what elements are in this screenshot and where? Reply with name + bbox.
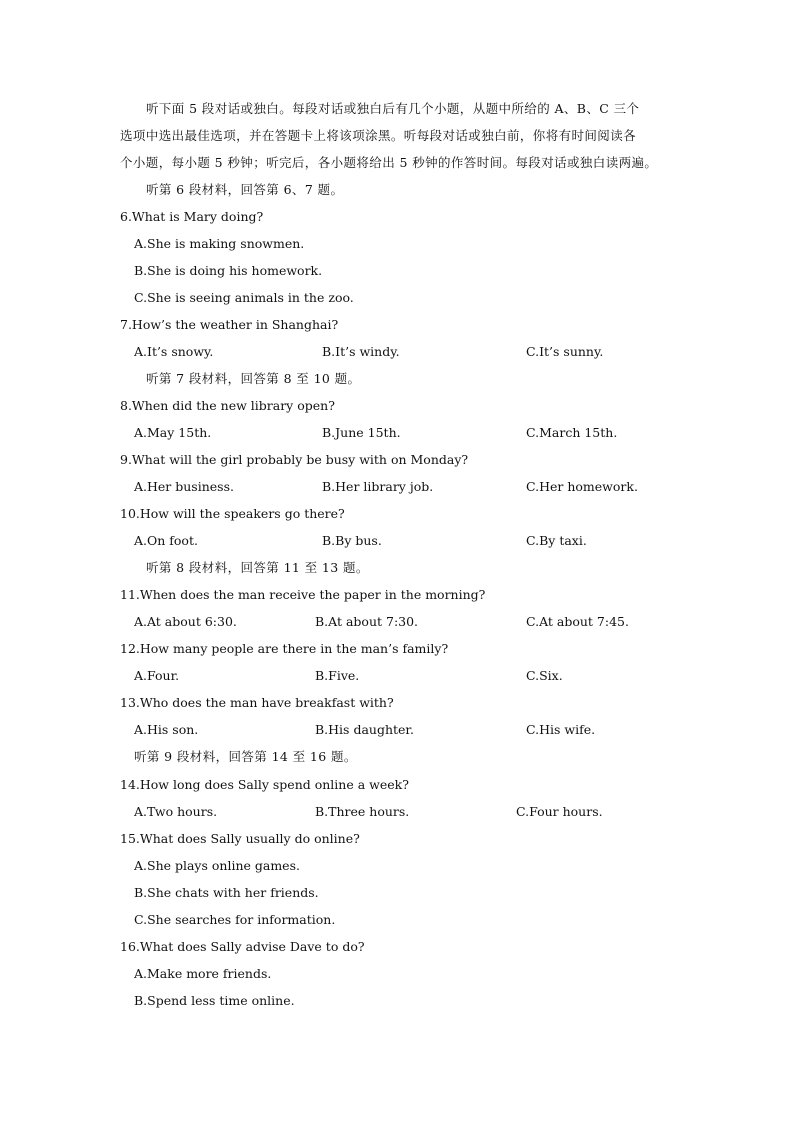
question-13-option-c: C.His wife. [526, 722, 596, 737]
question-11-option-c: C.At about 7:45. [526, 614, 629, 629]
question-15-option-c: C.She searches for information. [134, 912, 336, 927]
question-15-option-a: A.She plays online games. [134, 858, 300, 873]
section-7-heading: 听第 7 段材料，回答第 8 至 10 题。 [146, 371, 361, 386]
question-14-option-b: B.Three hours. [315, 804, 410, 819]
instruction-line-2: 选项中选出最佳选项，并在答题卡上将该项涂黑。听每段对话或独白前，你将有时间阅读各 [120, 128, 637, 143]
section-8-heading: 听第 8 段材料，回答第 11 至 13 题。 [146, 560, 369, 575]
question-11-stem: 11.When does the man receive the paper in the morning? [120, 587, 486, 602]
question-7-option-c: C.It’s sunny. [526, 344, 604, 359]
question-14-stem: 14.How long does Sally spend online a week? [120, 777, 409, 792]
question-7-stem: 7.How’s the weather in Shanghai? [120, 317, 339, 332]
question-12-option-a: A.Four. [134, 668, 180, 683]
question-9-option-c: C.Her homework. [526, 479, 638, 494]
question-15-stem: 15.What does Sally usually do online? [120, 831, 360, 846]
question-8-option-a: A.May 15th. [134, 425, 212, 440]
question-11-option-a: A.At about 6:30. [134, 614, 237, 629]
instruction-line-3: 个小题，每小题 5 秒钟；听完后，各小题将给出 5 秒钟的作答时间。每段对话或独白读两遍。 [120, 155, 658, 170]
question-11-option-b: B.At about 7:30. [315, 614, 419, 629]
question-12-option-b: B.Five. [315, 668, 360, 683]
question-8-option-c: C.March 15th. [526, 425, 618, 440]
section-6-heading: 听第 6 段材料，回答第 6、7 题。 [146, 182, 344, 197]
question-10-stem: 10.How will the speakers go there? [120, 506, 345, 521]
question-6-option-a: A.She is making snowmen. [134, 236, 305, 251]
question-12-stem: 12.How many people are there in the man’s family? [120, 641, 449, 656]
question-6-stem: 6.What is Mary doing? [120, 209, 264, 224]
question-7-option-b: B.It’s windy. [322, 344, 400, 359]
question-14-option-a: A.Two hours. [134, 804, 218, 819]
question-16-stem: 16.What does Sally advise Dave to do? [120, 939, 365, 954]
question-13-stem: 13.Who does the man have breakfast with? [120, 695, 394, 710]
instruction-line-1: 听下面 5 段对话或独白。每段对话或独白后有几个小题，从题中所给的 A、B、C 三个 [146, 101, 640, 116]
question-8-option-b: B.June 15th. [322, 425, 401, 440]
question-16-option-a: A.Make more friends. [134, 966, 272, 981]
question-14-option-c: C.Four hours. [516, 804, 603, 819]
question-7-option-a: A.It’s snowy. [134, 344, 214, 359]
question-16-option-b: B.Spend less time online. [134, 993, 295, 1008]
question-9-option-a: A.Her business. [134, 479, 234, 494]
question-6-option-c: C.She is seeing animals in the zoo. [134, 290, 354, 305]
question-10-option-a: A.On foot. [134, 533, 198, 548]
question-15-option-b: B.She chats with her friends. [134, 885, 319, 900]
question-9-stem: 9.What will the girl probably be busy with on Monday? [120, 452, 469, 467]
question-10-option-c: C.By taxi. [526, 533, 587, 548]
question-10-option-b: B.By bus. [322, 533, 382, 548]
question-13-option-a: A.His son. [134, 722, 199, 737]
question-13-option-b: B.His daughter. [315, 722, 414, 737]
question-8-stem: 8.When did the new library open? [120, 398, 335, 413]
question-6-option-b: B.She is doing his homework. [134, 263, 323, 278]
question-9-option-b: B.Her library job. [322, 479, 434, 494]
question-12-option-c: C.Six. [526, 668, 563, 683]
section-9-heading: 听第 9 段材料，回答第 14 至 16 题。 [134, 749, 357, 764]
